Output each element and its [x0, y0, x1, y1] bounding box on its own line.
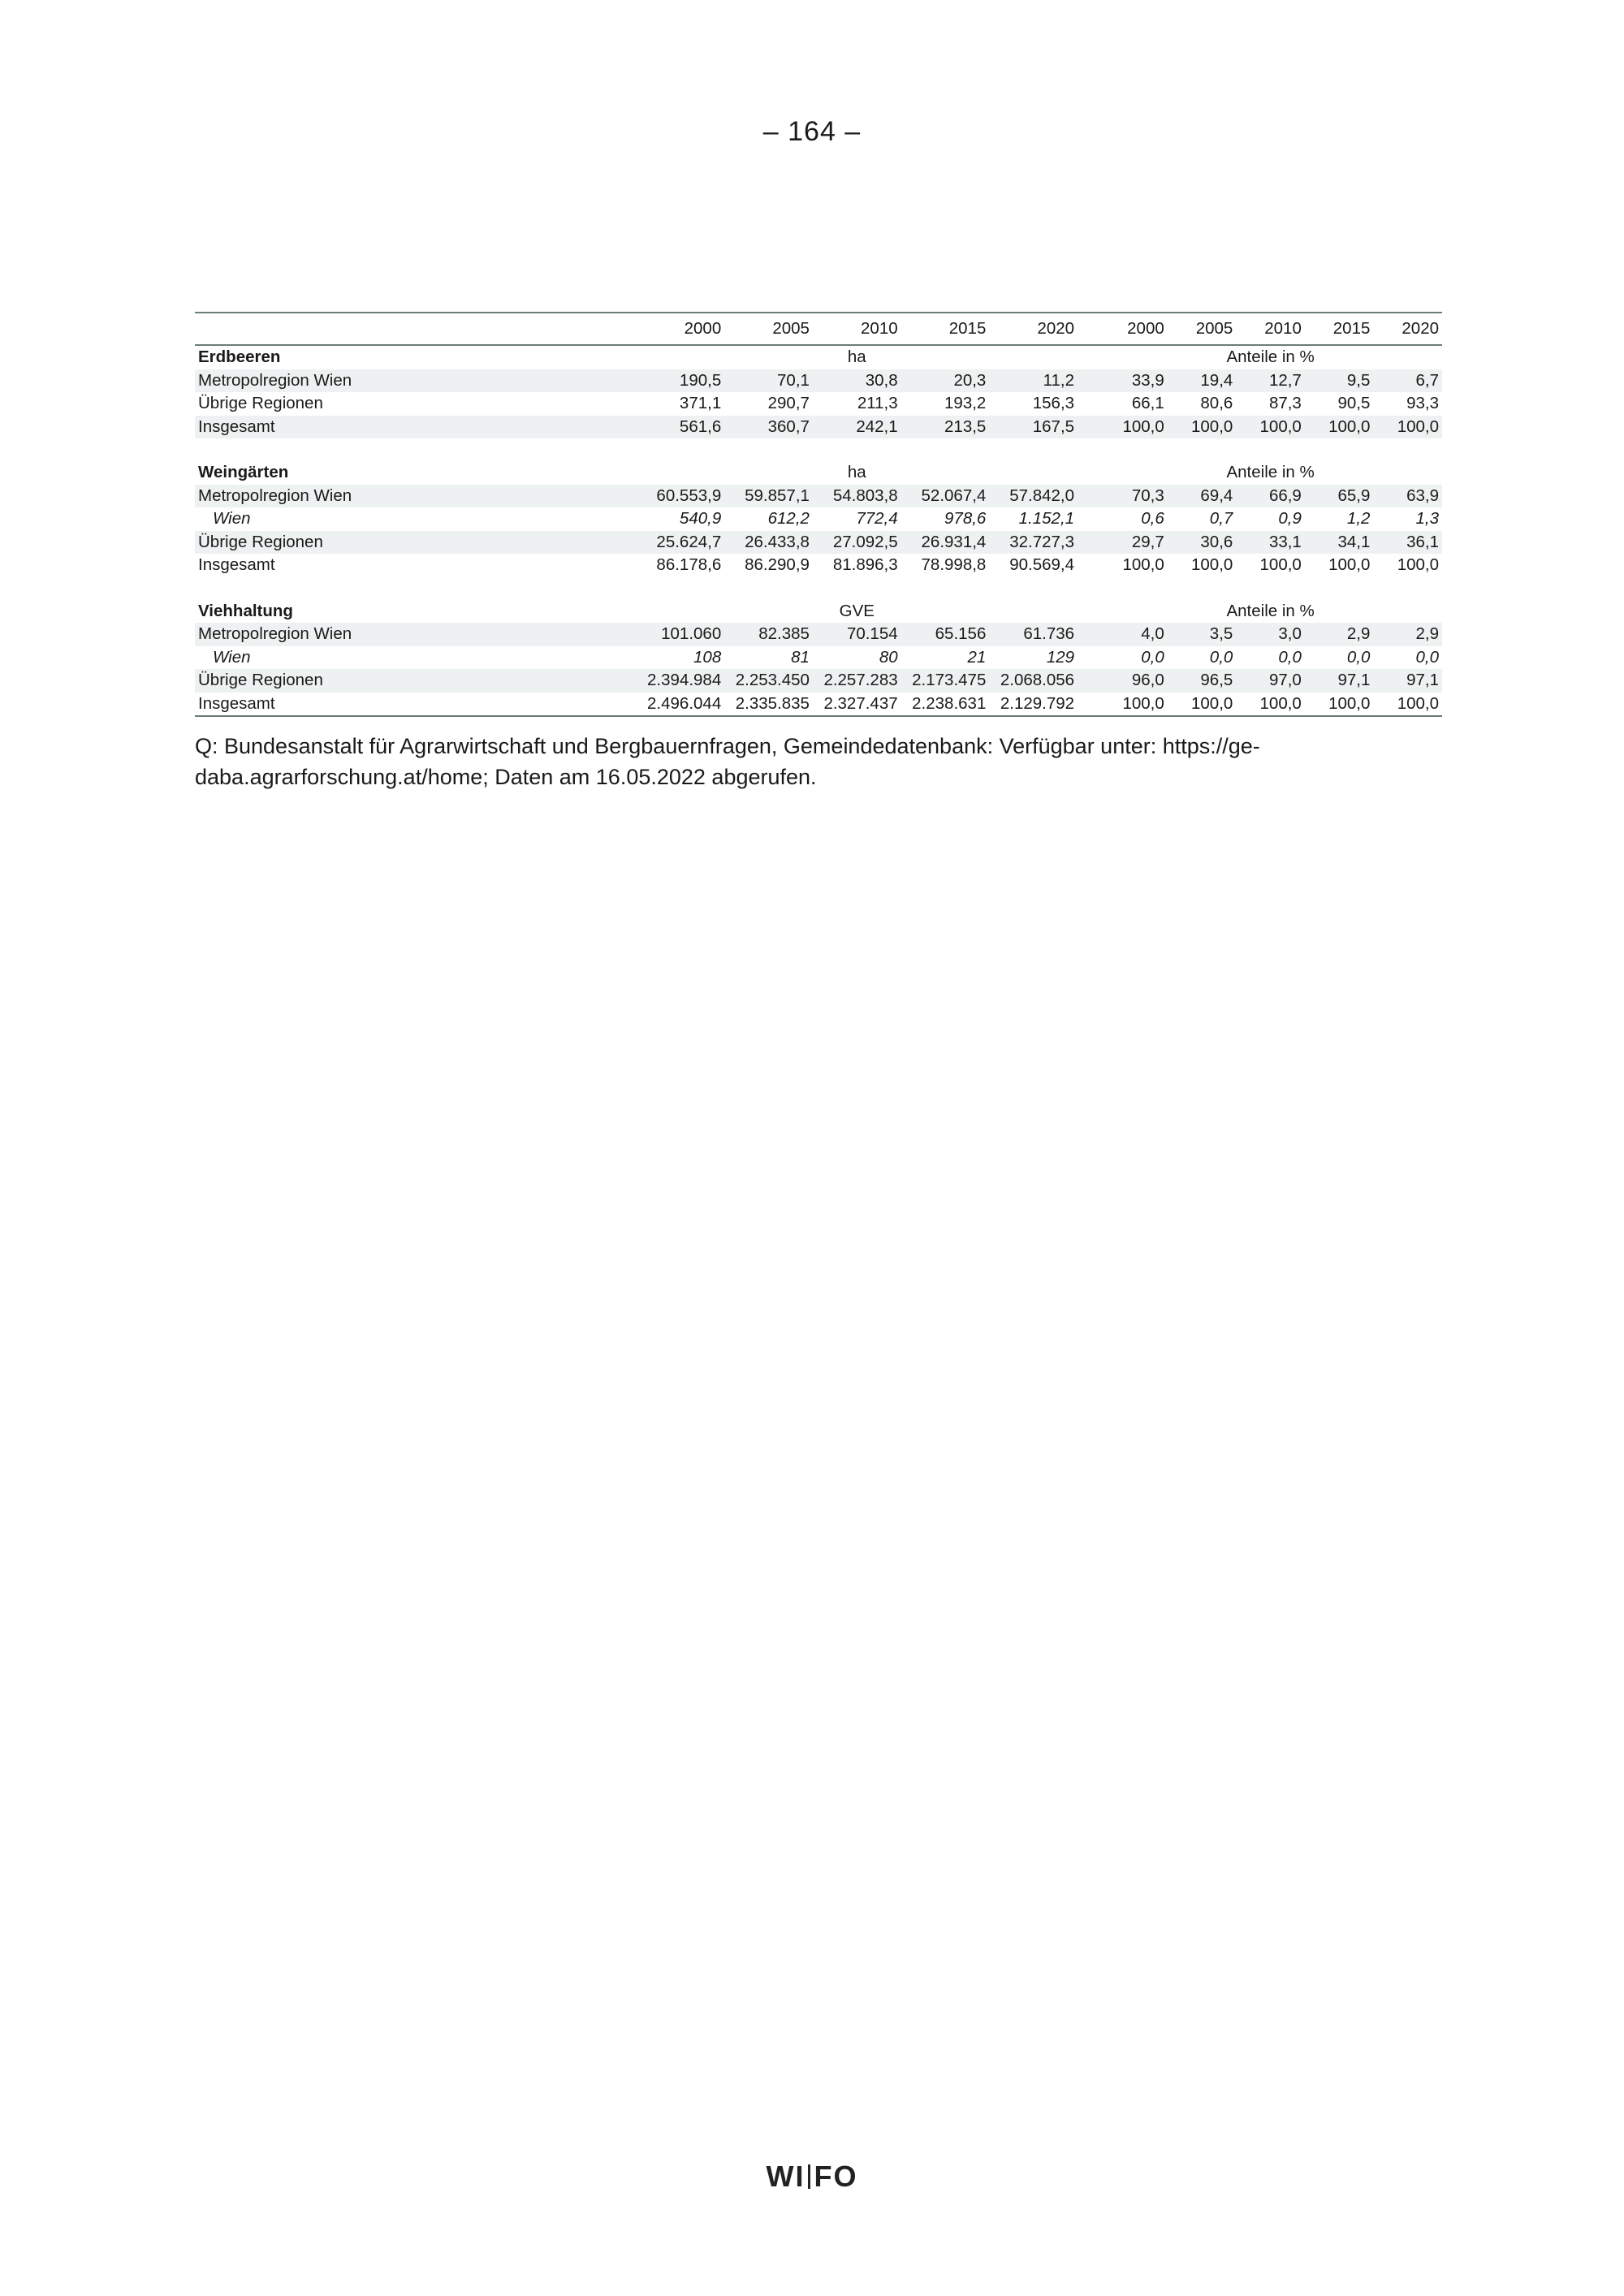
value-cell: 25.624,7 [637, 531, 725, 555]
value-cell: 60.553,9 [637, 485, 725, 508]
year-header: 2000 [684, 319, 722, 338]
value-cell: 2.238.631 [901, 693, 990, 717]
year-header-share: 2005 [1195, 319, 1233, 338]
share-cell: 0,0 [1415, 647, 1439, 667]
share-cell: 0,6 [1141, 509, 1164, 529]
section-title: Erdbeeren [198, 347, 281, 367]
share-cell: 100,0 [1236, 693, 1305, 717]
value-cell: 2.253.450 [724, 669, 813, 693]
share-cell: 3,0 [1236, 623, 1305, 646]
value-cell: 61.736 [989, 623, 1078, 646]
data-table-container [195, 312, 1442, 717]
year-header: 2005 [772, 319, 810, 338]
share-cell: 97,1 [1305, 669, 1374, 693]
share-cell: 100,0 [1168, 416, 1237, 439]
row-label: Metropolregion Wien [195, 623, 637, 646]
table-row [195, 531, 1442, 555]
value-cell: 78.998,8 [921, 555, 987, 575]
share-cell: 100,0 [1397, 555, 1439, 575]
gap-cell [1078, 600, 1099, 624]
section-title: Weingärten [198, 463, 289, 482]
value-cell: 561,6 [637, 416, 725, 439]
value-cell: 81.896,3 [832, 555, 898, 575]
gap-cell [1078, 669, 1099, 693]
value-cell: 27.092,5 [813, 531, 901, 555]
value-cell: 371,1 [679, 394, 722, 413]
share-cell: 100,0 [1305, 693, 1374, 717]
section-title: Viehhaltung [198, 601, 293, 620]
value-cell: 2.068.056 [989, 669, 1078, 693]
share-cell: 100,0 [1099, 416, 1168, 439]
share-cell: 100,0 [1373, 693, 1442, 717]
value-cell: 54.803,8 [813, 485, 901, 508]
row-label: Wien [213, 647, 251, 667]
share-cell: 1,3 [1415, 509, 1439, 529]
share-cell: 100,0 [1122, 555, 1164, 575]
share-cell: 0,9 [1278, 509, 1302, 529]
value-cell: 65.156 [901, 623, 990, 646]
value-cell: 360,7 [724, 416, 813, 439]
value-cell: 978,6 [944, 509, 987, 529]
section-header-row [195, 345, 1442, 369]
share-cell: 100,0 [1099, 693, 1168, 717]
row-label: Metropolregion Wien [195, 369, 637, 393]
section-share-unit: Anteile in % [1226, 601, 1315, 620]
value-cell: 32.727,3 [989, 531, 1078, 555]
share-cell: 19,4 [1168, 369, 1237, 393]
year-header: 2015 [948, 319, 987, 338]
share-cell: 93,3 [1406, 394, 1439, 413]
share-cell: 0,0 [1346, 647, 1371, 667]
year-header-share: 2000 [1127, 319, 1164, 338]
row-label: Insgesamt [195, 416, 637, 439]
share-cell: 9,5 [1305, 369, 1374, 393]
gap-cell [1078, 646, 1099, 670]
share-cell: 29,7 [1099, 531, 1168, 555]
table-row [195, 369, 1442, 393]
value-cell: 1.152,1 [1018, 509, 1075, 529]
row-label: Übrige Regionen [195, 669, 637, 693]
value-cell: 540,9 [679, 509, 722, 529]
table-row [195, 507, 1442, 531]
value-cell: 2.173.475 [901, 669, 990, 693]
gap-cell [1078, 313, 1099, 345]
value-cell: 70.154 [813, 623, 901, 646]
row-label: Insgesamt [198, 555, 275, 575]
share-cell: 100,0 [1168, 693, 1237, 717]
share-cell: 33,9 [1099, 369, 1168, 393]
share-cell: 100,0 [1328, 555, 1371, 575]
share-cell: 30,6 [1168, 531, 1237, 555]
table-row [195, 693, 1442, 717]
value-cell: 108 [693, 647, 722, 667]
value-cell: 52.067,4 [901, 485, 990, 508]
value-cell: 2.327.437 [813, 693, 901, 717]
share-cell: 100,0 [1236, 416, 1305, 439]
section-unit: ha [847, 463, 866, 482]
share-cell: 100,0 [1190, 555, 1233, 575]
share-cell: 0,0 [1209, 647, 1233, 667]
value-cell: 2.496.044 [637, 693, 725, 717]
wifo-logo [0, 2160, 1624, 2194]
row-label: Wien [213, 509, 251, 529]
value-cell: 21 [967, 647, 987, 667]
share-cell: 4,0 [1099, 623, 1168, 646]
value-cell: 81 [791, 647, 810, 667]
gap-cell [1078, 623, 1099, 646]
row-label: Metropolregion Wien [195, 485, 637, 508]
share-cell: 70,3 [1099, 485, 1168, 508]
share-cell: 0,0 [1278, 647, 1302, 667]
value-cell: 772,4 [856, 509, 898, 529]
share-cell: 87,3 [1268, 394, 1302, 413]
year-header: 2010 [861, 319, 898, 338]
table-body [195, 345, 1442, 716]
table-row [195, 669, 1442, 693]
share-cell: 80,6 [1200, 394, 1233, 413]
gap-cell [1078, 392, 1099, 416]
section-header-row [195, 461, 1442, 485]
share-cell: 3,5 [1168, 623, 1237, 646]
share-cell: 33,1 [1236, 531, 1305, 555]
value-cell: 86.290,9 [745, 555, 810, 575]
value-cell: 26.931,4 [901, 531, 990, 555]
gap-cell [1078, 554, 1099, 577]
share-cell: 2,9 [1305, 623, 1374, 646]
page-number: – 164 – [762, 116, 862, 147]
share-cell: 6,7 [1373, 369, 1442, 393]
gap-cell [1078, 345, 1099, 369]
table-row [195, 646, 1442, 670]
value-cell: 30,8 [813, 369, 901, 393]
gap-cell [1078, 485, 1099, 508]
year-header: 2020 [1037, 319, 1075, 338]
source-note: Q: Bundesanstalt für Agrarwirtschaft und Bergbauernfragen, Gemeindedatenbank: Verfügbar unter: https://ge-daba.agrarforschung.at/home; Daten am 16.05.2022 abgerufen. [195, 734, 1260, 789]
value-cell: 86.178,6 [656, 555, 722, 575]
section-share-unit: Anteile in % [1226, 463, 1315, 482]
share-cell: 63,9 [1373, 485, 1442, 508]
table-row [195, 623, 1442, 646]
header-label-empty [195, 313, 637, 345]
table-row [195, 485, 1442, 508]
share-cell: 34,1 [1305, 531, 1374, 555]
value-cell: 211,3 [857, 394, 898, 413]
value-cell: 57.842,0 [989, 485, 1078, 508]
data-table [195, 312, 1442, 717]
share-cell: 66,1 [1131, 394, 1164, 413]
value-cell: 2.394.984 [637, 669, 725, 693]
row-label: Insgesamt [195, 693, 637, 717]
gap-cell [1078, 416, 1099, 439]
row-label: Übrige Regionen [198, 394, 323, 413]
share-cell: 36,1 [1373, 531, 1442, 555]
share-cell: 97,1 [1373, 669, 1442, 693]
value-cell: 167,5 [989, 416, 1078, 439]
share-cell: 96,0 [1099, 669, 1168, 693]
gap-cell [1078, 531, 1099, 555]
value-cell: 101.060 [637, 623, 725, 646]
year-header-share: 2020 [1402, 319, 1439, 338]
value-cell: 11,2 [989, 369, 1078, 393]
value-cell: 2.335.835 [724, 693, 813, 717]
share-cell: 90,5 [1337, 394, 1371, 413]
section-share-unit: Anteile in % [1226, 347, 1315, 367]
section-unit: ha [847, 347, 866, 367]
value-cell: 290,7 [767, 394, 810, 413]
spacer-cell [195, 438, 1442, 461]
value-cell: 156,3 [1032, 394, 1075, 413]
gap-cell [1078, 507, 1099, 531]
value-cell: 82.385 [724, 623, 813, 646]
share-cell: 69,4 [1168, 485, 1237, 508]
share-cell: 2,9 [1373, 623, 1442, 646]
logo-bar [808, 2164, 810, 2189]
share-cell: 0,0 [1141, 647, 1164, 667]
value-cell: 70,1 [724, 369, 813, 393]
share-cell: 97,0 [1236, 669, 1305, 693]
value-cell: 59.857,1 [724, 485, 813, 508]
share-cell: 100,0 [1259, 555, 1302, 575]
value-cell: 213,5 [901, 416, 990, 439]
gap-cell [1078, 369, 1099, 393]
year-header-share: 2010 [1264, 319, 1302, 338]
year-header-share: 2015 [1332, 319, 1371, 338]
value-cell: 612,2 [767, 509, 810, 529]
table-row [195, 554, 1442, 577]
share-cell: 100,0 [1373, 416, 1442, 439]
value-cell: 2.257.283 [813, 669, 901, 693]
value-cell: 190,5 [637, 369, 725, 393]
value-cell: 2.129.792 [989, 693, 1078, 717]
value-cell: 193,2 [944, 394, 987, 413]
gap-cell [1078, 461, 1099, 485]
share-cell: 65,9 [1305, 485, 1374, 508]
row-label: Übrige Regionen [195, 531, 637, 555]
value-cell: 80 [879, 647, 898, 667]
section-header-row [195, 600, 1442, 624]
value-cell: 20,3 [901, 369, 990, 393]
share-cell: 1,2 [1346, 509, 1371, 529]
value-cell: 90.569,4 [1009, 555, 1075, 575]
share-cell: 100,0 [1305, 416, 1374, 439]
share-cell: 0,7 [1209, 509, 1233, 529]
logo-text-left: WI [766, 2160, 806, 2193]
table-row [195, 392, 1442, 416]
share-cell: 96,5 [1168, 669, 1237, 693]
header-row [195, 313, 1442, 345]
table-row [195, 416, 1442, 439]
logo-text-right: FO [814, 2160, 858, 2193]
value-cell: 26.433,8 [724, 531, 813, 555]
section-spacer [195, 577, 1442, 600]
share-cell: 12,7 [1236, 369, 1305, 393]
section-spacer [195, 438, 1442, 461]
section-unit: GVE [839, 601, 875, 620]
value-cell: 242,1 [813, 416, 901, 439]
gap-cell [1078, 693, 1099, 717]
share-cell: 66,9 [1236, 485, 1305, 508]
spacer-cell [195, 577, 1442, 600]
value-cell: 129 [1046, 647, 1075, 667]
